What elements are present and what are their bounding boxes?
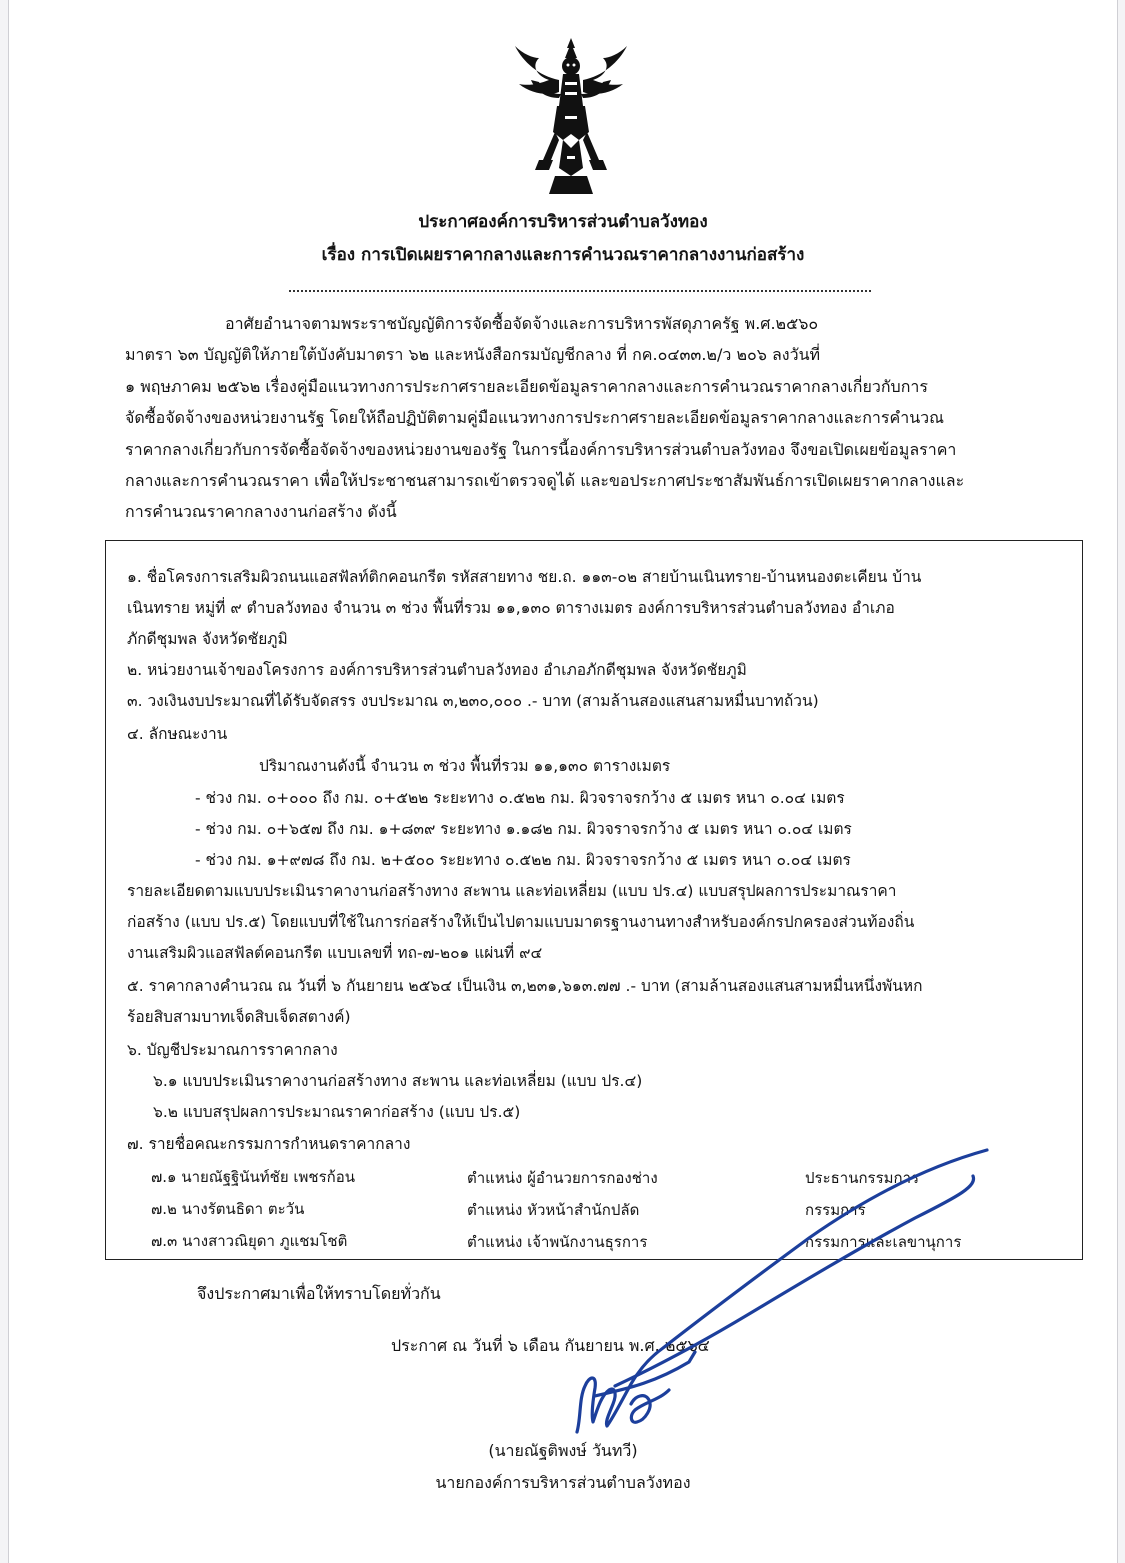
detail-line: ๖.๑ แบบประเมินราคางานก่อสร้างทาง สะพาน และท่อเหลี่ยม (แบบ ปร.๔) bbox=[153, 1072, 643, 1090]
detail-line: งานเสริมผิวแอสฟัลต์คอนกรีต แบบเลขที่ ทถ-๗-๒๐๑ แผ่นที่ ๙๔ bbox=[127, 944, 543, 962]
detail-line: ๔. ลักษณะงาน bbox=[127, 725, 228, 743]
detail-line: เนินทราย หมู่ที่ ๙ ตำบลวังทอง จำนวน ๓ ช่วง พื้นที่รวม ๑๑,๑๓๐ ตารางเมตร องค์การบริหารส่วนตำบลวังทอง อำเภอ bbox=[127, 599, 895, 617]
detail-line: ปริมาณงานดังนี้ จำนวน ๓ ช่วง พื้นที่รวม ๑๑,๑๓๐ ตารางเมตร bbox=[259, 757, 671, 775]
closing-notice: จึงประกาศมาเพื่อให้ทราบโดยทั่วกัน bbox=[197, 1284, 441, 1303]
intro-line: กลางและการคำนวณราคา เพื่อให้ประชาชนสามารถเข้าตรวจดูได้ และขอประกาศประชาสัมพันธ์การเปิดเผยราคากลางและ bbox=[125, 471, 965, 491]
detail-line: ๑. ชื่อโครงการเสริมผิวถนนแอสฟัลท์ติกคอนกรีต รหัสสายทาง ชย.ถ. ๑๑๓-๐๒ สายบ้านเนินทราย-บ้านหนองตะเคียน บ้าน bbox=[127, 568, 922, 586]
detail-line: - ช่วง กม. ๐+๖๕๗ ถึง กม. ๑+๘๓๙ ระยะทาง ๑.๑๘๒ กม. ผิวจราจรกว้าง ๕ เมตร หนา ๐.๐๔ เมตร bbox=[195, 820, 852, 838]
detail-line: ๓. วงเงินงบประมาณที่ได้รับจัดสรร งบประมาณ ๓,๒๓๐,๐๐๐ .- บาท (สามล้านสองแสนสามหมื่นบาทถ้วน) bbox=[127, 692, 819, 710]
document-page bbox=[8, 0, 1118, 1563]
intro-line: การคำนวณราคากลางงานก่อสร้าง ดังนี้ bbox=[125, 502, 397, 522]
dotted-divider bbox=[289, 290, 871, 292]
detail-line: ร้อยสิบสามบาทเจ็ดสิบเจ็ดสตางค์) bbox=[127, 1008, 351, 1026]
committee-member-name: ๗.๓ นางสาวณิยุดา ภูแชมโชติ bbox=[151, 1232, 348, 1250]
committee-member-role: กรรมการและเลขานุการ bbox=[805, 1233, 962, 1251]
detail-line: - ช่วง กม. ๑+๙๗๘ ถึง กม. ๒+๕๐๐ ระยะทาง ๐.๕๒๒ กม. ผิวจราจรกว้าง ๕ เมตร หนา ๐.๐๔ เมตร bbox=[195, 851, 851, 869]
announcement-title: ประกาศองค์การบริหารส่วนตำบลวังทอง bbox=[418, 212, 708, 232]
detail-line: ๗. รายชื่อคณะกรรมการกำหนดราคากลาง bbox=[127, 1135, 411, 1153]
committee-member-position: ตำแหน่ง ผู้อำนวยการกองช่าง bbox=[467, 1169, 658, 1187]
committee-member-position: ตำแหน่ง หัวหน้าสำนักปลัด bbox=[467, 1201, 640, 1219]
committee-member-role: ประธานกรรมการ bbox=[805, 1169, 920, 1187]
intro-paragraph bbox=[125, 308, 1045, 528]
detail-line: รายละเอียดตามแบบประเมินราคางานก่อสร้างทาง สะพาน และท่อเหลี่ยม (แบบ ปร.๔) แบบสรุปผลการประมาณราคา bbox=[127, 882, 897, 900]
detail-line: ภักดีชุมพล จังหวัดชัยภูมิ bbox=[127, 630, 288, 648]
garuda-emblem-icon bbox=[509, 36, 633, 196]
intro-line: อาศัยอำนาจตามพระราชบัญญัติการจัดซื้อจัดจ้างและการบริหารพัสดุภาครัฐ พ.ศ.๒๕๖๐ bbox=[225, 314, 819, 333]
detail-line: ๖.๒ แบบสรุปผลการประมาณราคาก่อสร้าง (แบบ ปร.๕) bbox=[153, 1103, 521, 1121]
intro-line: จัดซื้อจัดจ้างของหน่วยงานรัฐ โดยให้ถือปฏิบัติตามคู่มือแนวทางการประกาศรายละเอียดข้อมูลราคากลางและการคำนวณ bbox=[125, 408, 944, 428]
committee-member-name: ๗.๑ นายณัฐฐินันท์ชัย เพชรก้อน bbox=[151, 1168, 356, 1186]
intro-line: มาตรา ๖๓ บัญญัติให้ภายใต้บังคับมาตรา ๖๒ และหนังสือกรมบัญชีกลาง ที่ กค.๐๔๓๓.๒/ว ๒๐๖ ลงวันที่ bbox=[125, 345, 821, 365]
announcement-date: ประกาศ ณ วันที่ ๖ เดือน กันยายน พ.ศ. ๒๕๖๔ bbox=[391, 1336, 710, 1355]
signer-title: นายกองค์การบริหารส่วนตำบลวังทอง bbox=[435, 1473, 691, 1492]
detail-line: ๕. ราคากลางคำนวณ ณ วันที่ ๖ กันยายน ๒๕๖๔ เป็นเงิน ๓,๒๓๑,๖๑๓.๗๗ .- บาท (สามล้านสองแสนสามหมื่นหนึ่งพันหก bbox=[127, 977, 923, 995]
committee-member-position: ตำแหน่ง เจ้าพนักงานธุรการ bbox=[467, 1233, 648, 1251]
detail-line: - ช่วง กม. ๐+๐๐๐ ถึง กม. ๐+๕๒๒ ระยะทาง ๐.๕๒๒ กม. ผิวจราจรกว้าง ๕ เมตร หนา ๐.๐๔ เมตร bbox=[195, 789, 845, 807]
committee-member-name: ๗.๒ นางรัตนธิดา ตะวัน bbox=[151, 1200, 305, 1218]
intro-line: ราคากลางเกี่ยวกับการจัดซื้อจัดจ้างของหน่วยงานของรัฐ ในการนี้องค์การบริหารส่วนตำบลวังทอง จึงขอเปิดเผยข้อมูลราคา bbox=[125, 439, 957, 459]
announcement-subject: เรื่อง การเปิดเผยราคากลางและการคำนวณราคากลางงานก่อสร้าง bbox=[321, 245, 805, 265]
detail-line: ๒. หน่วยงานเจ้าของโครงการ องค์การบริหารส่วนตำบลวังทอง อำเภอภักดีชุมพล จังหวัดชัยภูมิ bbox=[127, 661, 747, 679]
intro-line: ๑ พฤษภาคม ๒๕๖๒ เรื่องคู่มือแนวทางการประกาศรายละเอียดข้อมูลราคากลางและการคำนวณราคากลางเกี่ยวกับการ bbox=[125, 376, 928, 396]
detail-line: ๖. บัญชีประมาณการราคากลาง bbox=[127, 1041, 338, 1059]
detail-line: ก่อสร้าง (แบบ ปร.๕) โดยแบบที่ใช้ในการก่อสร้างให้เป็นไปตามแบบมาตรฐานงานทางสำหรับองค์กรปกครองส่วนท้องถิ่น bbox=[127, 913, 915, 931]
signer-name: (นายณัฐติพงษ์ วันทวี) bbox=[488, 1441, 638, 1460]
committee-member-role: กรรมการ bbox=[805, 1201, 866, 1219]
